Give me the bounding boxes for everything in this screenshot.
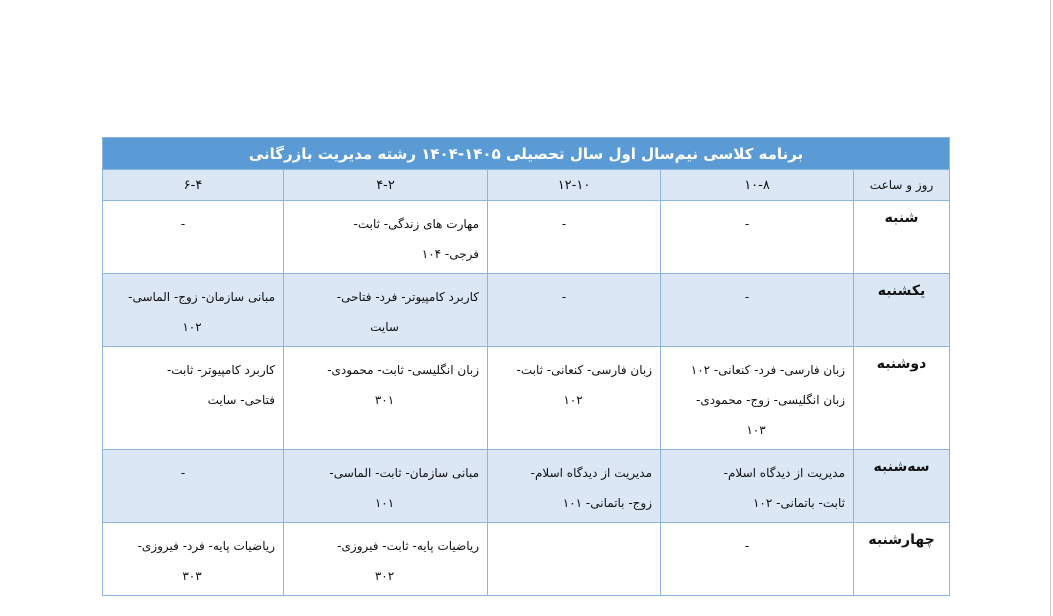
empty-dash: - — [744, 539, 750, 553]
page-edge-divider — [1050, 0, 1051, 616]
course-line: زبان انگلیسی- ثابت- محمودی- — [327, 363, 480, 377]
table-row-tuesday — [103, 450, 950, 523]
schedule-cell — [103, 347, 284, 450]
empty-dash: - — [561, 290, 567, 304]
day-label-wednesday: چهارشنبه — [854, 523, 950, 596]
table-row-sunday — [103, 274, 950, 347]
table-row-saturday — [103, 201, 950, 274]
course-line: ۳۰۳ — [182, 569, 202, 583]
empty-dash: - — [744, 290, 750, 304]
schedule-cell — [488, 201, 661, 274]
course-line: سایت — [370, 320, 399, 334]
empty-dash: - — [180, 466, 186, 480]
schedule-cell — [284, 347, 488, 450]
course-line: مدیریت از دیدگاه اسلام- — [530, 466, 653, 480]
class-schedule-table — [102, 137, 950, 596]
course-line: فرجی- ۱۰۴ — [421, 247, 480, 261]
schedule-cell — [661, 450, 854, 523]
day-label-monday: دوشنبه — [854, 347, 950, 450]
course-line: زبان فارسی- فرد- کنعانی- ۱۰۲ — [690, 363, 846, 377]
course-line: ۱۰۱ — [374, 496, 395, 510]
course-line: کاربرد کامپیوتر- فرد- فتاحی- — [336, 290, 480, 304]
course-line: ۱۰۳ — [746, 423, 766, 437]
table-title: برنامه کلاسی نیم‌سال اول سال تحصیلی ۱۴۰۵-۱۴۰۴ رشته مدیریت بازرگانی — [103, 138, 950, 170]
schedule-cell — [661, 347, 854, 450]
course-line: ثابت- باتمانی- ۱۰۲ — [752, 496, 846, 510]
schedule-cell — [103, 201, 284, 274]
schedule-cell — [661, 201, 854, 274]
course-line: فتاحی- سایت — [207, 393, 276, 407]
time-slot-header-row — [103, 170, 950, 201]
empty-dash: - — [180, 217, 186, 231]
slot-header-10-12: ۱۲-۱۰ — [488, 170, 661, 201]
course-line: ۱۰۲ — [563, 393, 583, 407]
course-line: ۱۰۲ — [182, 320, 202, 334]
course-line: ۳۰۲ — [374, 569, 395, 583]
table-row-monday — [103, 347, 950, 450]
slot-header-2-4: ۴-۲ — [284, 170, 488, 201]
table-row-wednesday — [103, 523, 950, 596]
day-label-saturday: شنبه — [854, 201, 950, 274]
course-line: ریاضیات پایه- ثابت- فیروزی- — [337, 539, 480, 553]
course-line: مهارت های زندگی- ثابت- — [353, 217, 480, 231]
day-label-sunday: یکشنبه — [854, 274, 950, 347]
course-line: زبان انگلیسی- زوج- محمودی- — [695, 393, 846, 407]
course-line: زبان فارسی- کنعانی- ثابت- — [516, 363, 653, 377]
empty-dash: - — [744, 217, 750, 231]
day-time-header: روز و ساعت — [854, 170, 950, 201]
schedule-cell — [103, 274, 284, 347]
course-line: مبانی سازمان- زوج- الماسی- — [128, 290, 276, 304]
day-label-tuesday: سه‌شنبه — [854, 450, 950, 523]
schedule-cell — [284, 523, 488, 596]
schedule-cell — [284, 274, 488, 347]
schedule-cell — [488, 347, 661, 450]
empty-dash: - — [561, 217, 567, 231]
course-line: کاربرد کامپیوتر- ثابت- — [166, 363, 276, 377]
course-line: مدیریت از دیدگاه اسلام- — [723, 466, 846, 480]
course-line: ۳۰۱ — [374, 393, 395, 407]
course-line: زوج- باتمانی- ۱۰۱ — [562, 496, 653, 510]
table-title-row — [103, 138, 950, 170]
slot-header-8-10: ۱۰-۸ — [661, 170, 854, 201]
slot-header-4-6: ۶-۴ — [103, 170, 284, 201]
schedule-cell — [488, 450, 661, 523]
course-line: مبانی سازمان- ثابت- الماسی- — [329, 466, 480, 480]
schedule-cell — [661, 523, 854, 596]
schedule-cell — [284, 450, 488, 523]
course-line: ریاضیات پایه- فرد- فیروزی- — [137, 539, 276, 553]
schedule-cell — [103, 450, 284, 523]
schedule-cell-empty — [488, 523, 661, 596]
schedule-cell — [661, 274, 854, 347]
schedule-cell — [103, 523, 284, 596]
schedule-cell — [488, 274, 661, 347]
schedule-cell — [284, 201, 488, 274]
